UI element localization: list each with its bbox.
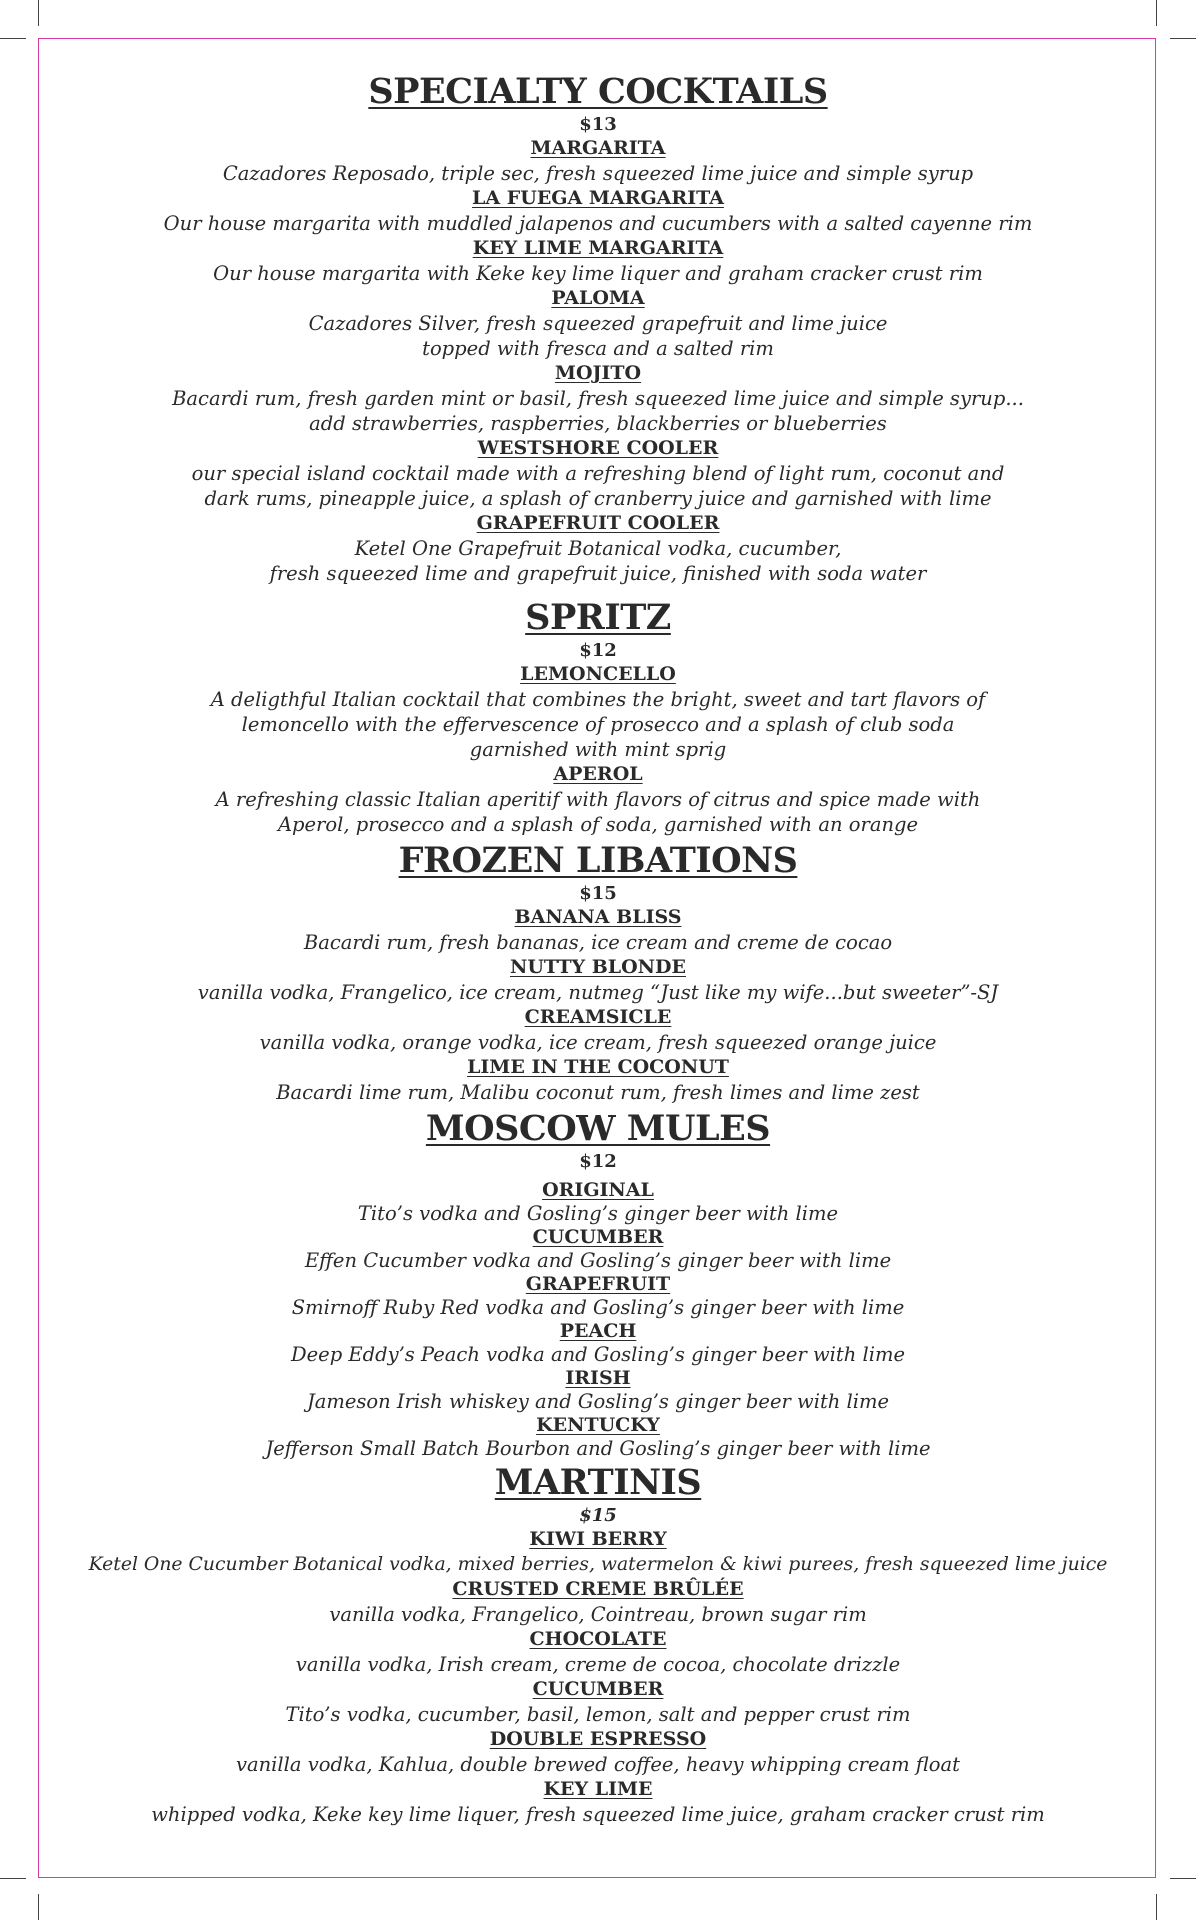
menu-item [40,436,1156,511]
menu-item [40,1055,1156,1105]
item-description: Bacardi rum, fresh bananas, ice cream and creme de cocao [303,931,893,954]
menu-item [40,1627,1156,1677]
item-description: dark rums, pineapple juice, a splash of cranberry juice and garnished with lime [204,487,992,510]
menu-item [40,905,1156,955]
item-name: GRAPEFRUIT COOLER [476,512,720,534]
menu-item [40,1273,1156,1320]
menu-item [40,136,1156,186]
crop-mark [38,0,39,26]
item-name: BANANA BLISS [514,906,682,928]
item-name: CREAMSICLE [524,1006,672,1028]
item-name: APEROL [553,763,643,785]
menu-item [40,236,1156,286]
item-name: KEY LIME MARGARITA [472,237,724,259]
menu-item [40,1414,1156,1461]
section-price: $12 [579,1151,617,1172]
item-name: GRAPEFRUIT [525,1273,671,1295]
menu-item [40,1727,1156,1777]
item-name: LA FUEGA MARGARITA [472,187,724,209]
item-description: vanilla vodka, Irish cream, creme de cocoa, chocolate drizzle [295,1653,901,1676]
section-price: $12 [579,640,617,661]
menu-item [40,511,1156,586]
item-name: KENTUCKY [536,1414,660,1436]
item-description: A deligthful Italian cocktail that combines the bright, sweet and tart flavors of [210,688,986,711]
menu-item [40,762,1156,837]
crop-mark [0,38,26,39]
item-name: CRUSTED CREME BRÛLÉE [452,1578,744,1600]
item-name: MOJITO [554,362,642,384]
item-description: garnished with mint sprig [469,738,727,761]
crop-mark [1170,1878,1196,1879]
menu-item [40,1179,1156,1226]
item-description: Jameson Irish whiskey and Gosling’s ginger beer with lime [306,1390,890,1413]
item-description: topped with fresca and a salted rim [422,337,774,360]
item-description: Cazadores Reposado, triple sec, fresh squeezed lime juice and simple syrup [222,162,974,185]
item-name: WESTSHORE COOLER [477,437,719,459]
item-description: Our house margarita with Keke key lime liquer and graham cracker crust rim [213,262,983,285]
item-description: fresh squeezed lime and grapefruit juice, finished with soda water [269,562,927,585]
item-description: Bacardi rum, fresh garden mint or basil, fresh squeezed lime juice and simple syrup... [172,387,1024,410]
item-description: add strawberries, raspberries, blackberries or blueberries [309,412,887,435]
item-description: whipped vodka, Keke key lime liquer, fresh squeezed lime juice, graham cracker crust rim [151,1803,1045,1826]
item-description: Aperol, prosecco and a splash of soda, garnished with an orange [277,813,919,836]
menu-item [40,1005,1156,1055]
item-name: LEMONCELLO [520,663,676,685]
item-description: Cazadores Silver, fresh squeezed grapefruit and lime juice [308,312,888,335]
item-description: lemoncello with the effervescence of prosecco and a splash of club soda [241,713,955,736]
item-name: CUCUMBER [532,1226,664,1248]
item-name: MARGARITA [530,137,666,159]
item-description: Jefferson Small Batch Bourbon and Gosling’s ginger beer with lime [265,1437,931,1460]
menu-item [40,286,1156,361]
section-price: $15 [579,1505,617,1526]
item-description: vanilla vodka, orange vodka, ice cream, fresh squeezed orange juice [259,1031,937,1054]
item-name: DOUBLE ESPRESSO [489,1728,707,1750]
item-name: CUCUMBER [532,1678,664,1700]
section-title: MARTINIS [494,1462,702,1503]
item-description: our special island cocktail made with a refreshing blend of light rum, coconut and [191,462,1005,485]
section-title: MOSCOW MULES [425,1108,771,1149]
menu-item [40,1677,1156,1727]
item-description: vanilla vodka, Kahlua, double brewed coffee, heavy whipping cream float [235,1753,961,1776]
item-description: Deep Eddy’s Peach vodka and Gosling’s ginger beer with lime [290,1343,906,1366]
crop-mark [1156,1894,1157,1920]
menu-item [40,1577,1156,1627]
item-description: Smirnoff Ruby Red vodka and Gosling’s ginger beer with lime [291,1296,905,1319]
section-title: FROZEN LIBATIONS [398,840,798,881]
item-description: vanilla vodka, Frangelico, ice cream, nutmeg “Just like my wife...but sweeter”-SJ [197,981,999,1004]
section-frozen-libations [40,839,1156,1105]
crop-mark [1156,0,1157,26]
menu-item [40,1320,1156,1367]
item-description: Tito’s vodka, cucumber, basil, lemon, salt and pepper crust rim [285,1703,911,1726]
section-specialty-cocktails [40,70,1156,586]
item-name: ORIGINAL [542,1179,654,1201]
section-martinis [40,1461,1156,1827]
item-name: PALOMA [551,287,645,309]
item-name: IRISH [565,1367,631,1389]
crop-mark [0,1878,26,1879]
item-name: PEACH [559,1320,637,1342]
section-spritz [40,596,1156,837]
item-name: NUTTY BLONDE [509,956,686,978]
item-name: KIWI BERRY [529,1528,667,1550]
item-description: Bacardi lime rum, Malibu coconut rum, fresh limes and lime zest [276,1081,920,1104]
section-title: SPRITZ [525,597,671,638]
item-name: KEY LIME [543,1778,653,1800]
item-description: Ketel One Grapefruit Botanical vodka, cucumber, [354,537,842,560]
item-description: Ketel One Cucumber Botanical vodka, mixed berries, watermelon & kiwi purees, fresh squeezed lime juice [88,1554,1108,1575]
item-name: CHOCOLATE [529,1628,667,1650]
menu-item [40,361,1156,436]
crop-mark [38,1894,39,1920]
item-description: Tito’s vodka and Gosling’s ginger beer with lime [357,1202,839,1225]
menu-item [40,1367,1156,1414]
item-description: A refreshing classic Italian aperitif with flavors of citrus and spice made with [215,788,981,811]
crop-mark [1170,38,1196,39]
menu-item [40,186,1156,236]
section-price: $13 [579,114,617,135]
menu-content [40,70,1156,1827]
item-description: Our house margarita with muddled jalapenos and cucumbers with a salted cayenne rim [163,212,1033,235]
section-title: SPECIALTY COCKTAILS [368,71,828,112]
menu-item [40,955,1156,1005]
menu-item [40,1527,1156,1577]
section-price: $15 [579,883,617,904]
item-description: Effen Cucumber vodka and Gosling’s ginger beer with lime [304,1249,892,1272]
item-description: vanilla vodka, Frangelico, Cointreau, brown sugar rim [329,1603,867,1626]
item-name: LIME IN THE COCONUT [467,1056,729,1078]
menu-item [40,1777,1156,1827]
section-moscow-mules [40,1107,1156,1461]
menu-item [40,1226,1156,1273]
menu-item [40,662,1156,762]
